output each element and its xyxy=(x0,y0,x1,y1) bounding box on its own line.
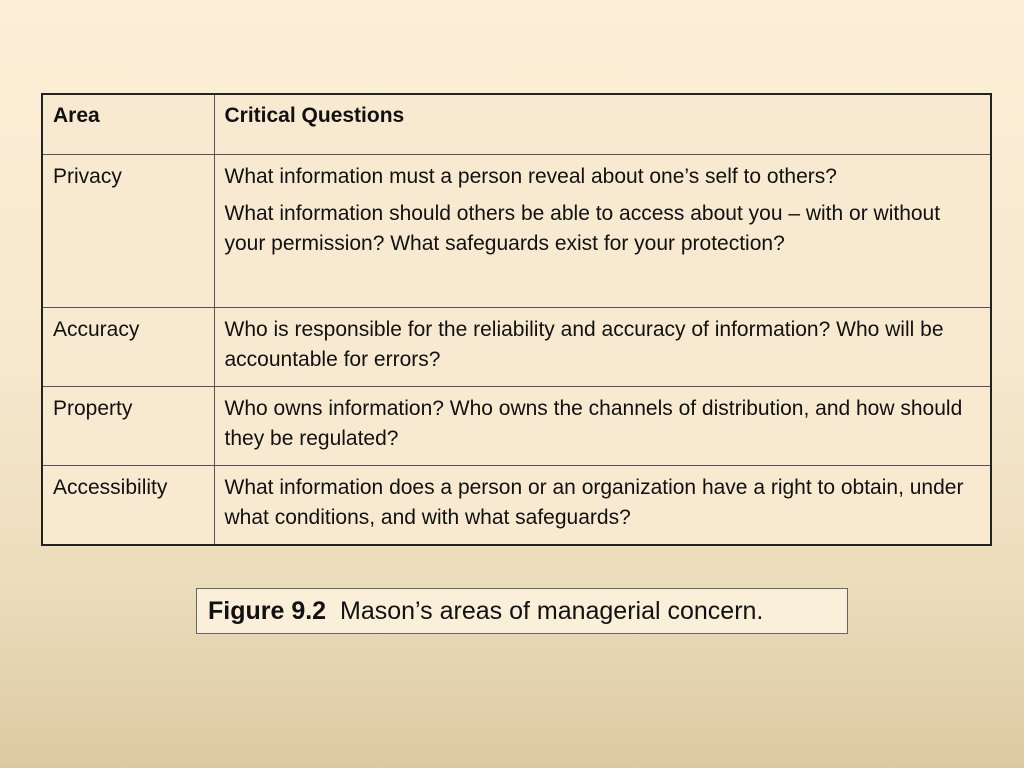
questions-cell xyxy=(214,465,991,545)
questions-cell xyxy=(214,307,991,386)
question-text: What information does a person or an organization have a right to obtain, under what conditions, and with what safeguards? xyxy=(224,475,964,529)
question-text: Who is responsible for the reliability and accuracy of information? Who will be accountable for errors? xyxy=(224,317,944,371)
table-row xyxy=(42,465,991,545)
area-cell: Property xyxy=(42,386,214,465)
area-cell: Privacy xyxy=(42,154,214,307)
concerns-table xyxy=(41,93,992,546)
questions-cell xyxy=(214,154,991,307)
area-cell: Accuracy xyxy=(42,307,214,386)
area-cell: Accessibility xyxy=(42,465,214,545)
header-area: Area xyxy=(42,94,214,154)
question-text: Who owns information? Who owns the channels of distribution, and how should they be regulated? xyxy=(224,396,963,450)
figure-caption xyxy=(196,588,848,634)
table-header-row xyxy=(42,94,991,154)
table-row xyxy=(42,307,991,386)
table-row xyxy=(42,154,991,307)
questions-cell xyxy=(214,386,991,465)
question-text: What information should others be able to access about you – with or without your permission? What safeguards exist for your protection? xyxy=(224,201,941,255)
question-text: What information must a person reveal about one’s self to others? xyxy=(224,164,837,188)
figure-number: Figure 9.2 xyxy=(208,597,327,625)
table-row xyxy=(42,386,991,465)
caption-text: Mason’s areas of managerial concern. xyxy=(340,597,764,625)
header-critical-questions: Critical Questions xyxy=(214,94,991,154)
